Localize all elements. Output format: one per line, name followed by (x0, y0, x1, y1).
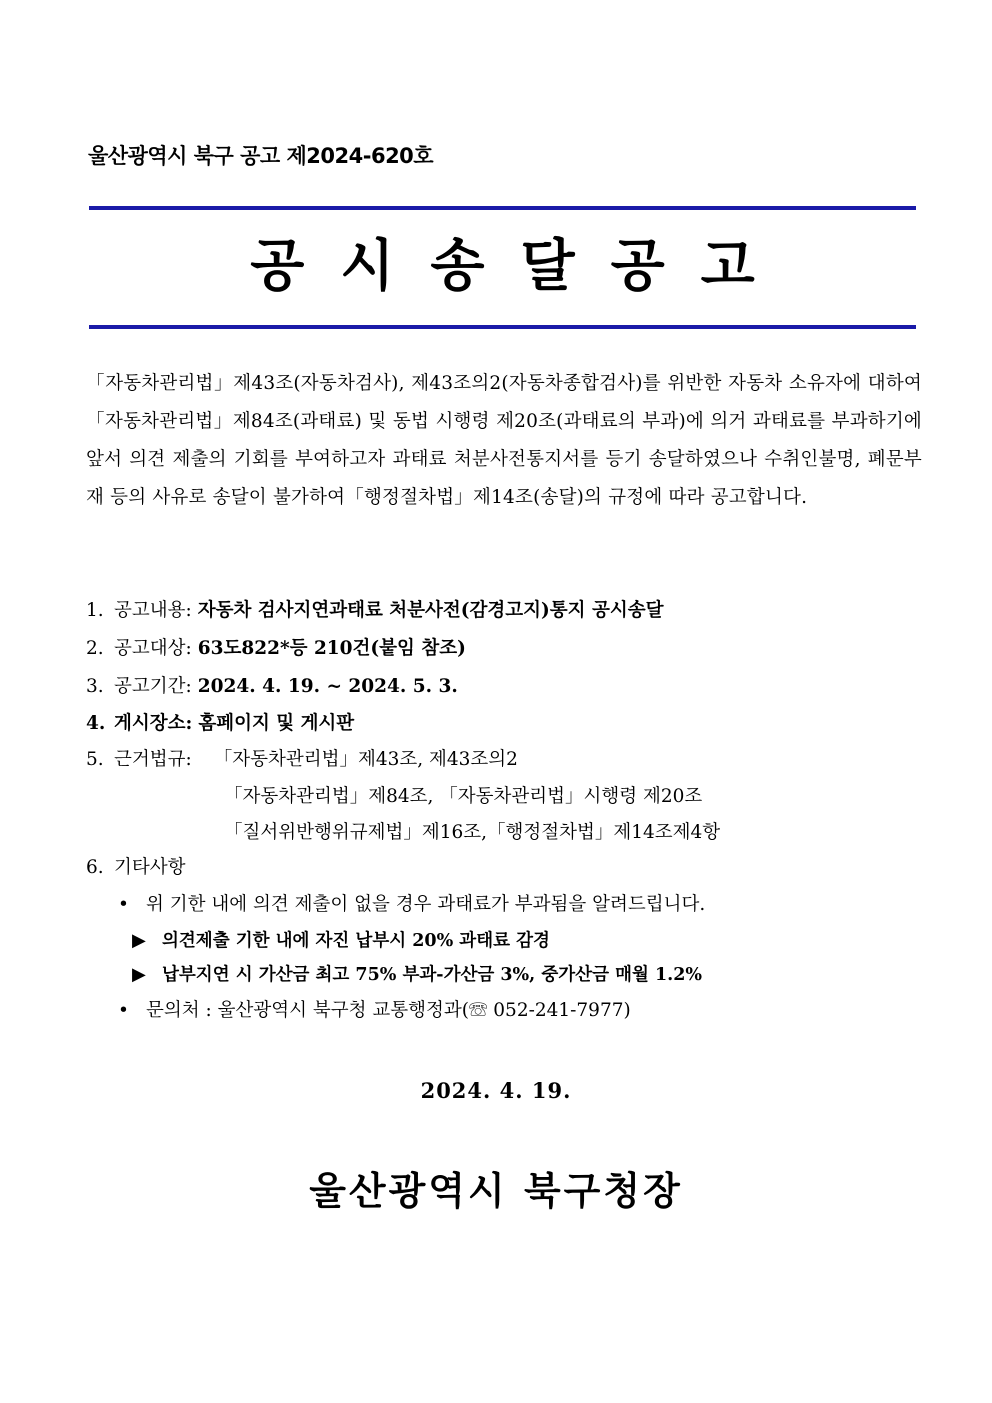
issuer-signature: 울산광역시 북구청장 (309, 1168, 683, 1213)
item-other (86, 854, 185, 882)
other-notice-text: 위 기한 내에 의견 제출이 없을 경우 과태료가 부과됨을 알려드립니다. (146, 894, 706, 915)
item-value: 자동차 검사지연과태료 처분사전(감경고지)통지 공시송달 (197, 600, 664, 621)
notice-body-text: 「자동차관리법」제43조(자동차검사), 제43조의2(자동차종합검사)를 위반한 자동차 소유자에 대하여 「자동차관리법」제84조(과태료) 및 동법 시행령 제20조(과태료의 부과)에 의거 과태료를 부과하기에 앞서 의견 제출의 기회를 부여하고자 과태료 처분사전통지서를 등기 송달하였으나 수취인불명, 폐문부재 등의 사유로 송달이 불가하여「행정절차법」제14조(송달)의 규정에 따라 공고합니다. (86, 373, 922, 508)
item-content (86, 597, 663, 625)
contact-text: 문의처 : 울산광역시 북구청 교통행정과(☏ 052-241-7977) (146, 1000, 631, 1021)
item-value: 63도822*등 210건(붙임 참조) (197, 638, 466, 659)
item-label: 게시장소: (114, 713, 193, 734)
arrow-right-icon: ▶ (132, 964, 146, 985)
arrow-right-icon: ▶ (132, 930, 146, 951)
other-sub-item (132, 927, 550, 955)
item-label: 공고내용: (114, 600, 192, 621)
title-bottom-rule (89, 325, 916, 329)
item-value: 2024. 4. 19. ~ 2024. 5. 3. (197, 676, 458, 697)
other-sub-item (132, 961, 702, 989)
item-label: 공고대상: (114, 638, 192, 659)
item-number: 5. (86, 749, 104, 770)
contact-info (118, 997, 631, 1025)
notice-number: 울산광역시 북구 공고 제2024-620호 (88, 144, 434, 168)
item-value: 「자동차관리법」제43조, 제43조의2 (213, 749, 518, 770)
item-number: 1. (86, 600, 104, 621)
item-number: 4. (86, 713, 106, 734)
legal-basis-line: 「자동차관리법」제84조, 「자동차관리법」시행령 제20조 (224, 786, 703, 807)
other-notice (118, 891, 705, 919)
item-label: 근거법규: (114, 749, 192, 770)
item-number: 6. (86, 857, 104, 878)
item-number: 3. (86, 676, 104, 697)
item-label: 공고기간: (114, 676, 192, 697)
title-top-rule (89, 206, 916, 210)
notice-date: 2024. 4. 19. (420, 1078, 572, 1103)
item-number: 2. (86, 638, 104, 659)
legal-basis-line: 「질서위반행위규제법」제16조,「행정절차법」제14조제4항 (224, 822, 721, 843)
item-legal-basis (86, 746, 518, 774)
item-location (86, 710, 354, 738)
item-value: 홈페이지 및 게시판 (198, 713, 355, 734)
item-period (86, 673, 458, 701)
item-target (86, 635, 466, 663)
bullet-icon: • (118, 894, 129, 915)
sub-item-text: 의견제출 기한 내에 자진 납부시 20% 과태료 감경 (162, 931, 550, 951)
sub-item-text: 납부지연 시 가산금 최고 75% 부과-가산금 3%, 중가산금 매월 1.2% (162, 965, 703, 985)
page-title: 공시송달공고 (250, 234, 791, 299)
item-label: 기타사항 (114, 857, 186, 878)
bullet-icon: • (118, 1000, 129, 1021)
